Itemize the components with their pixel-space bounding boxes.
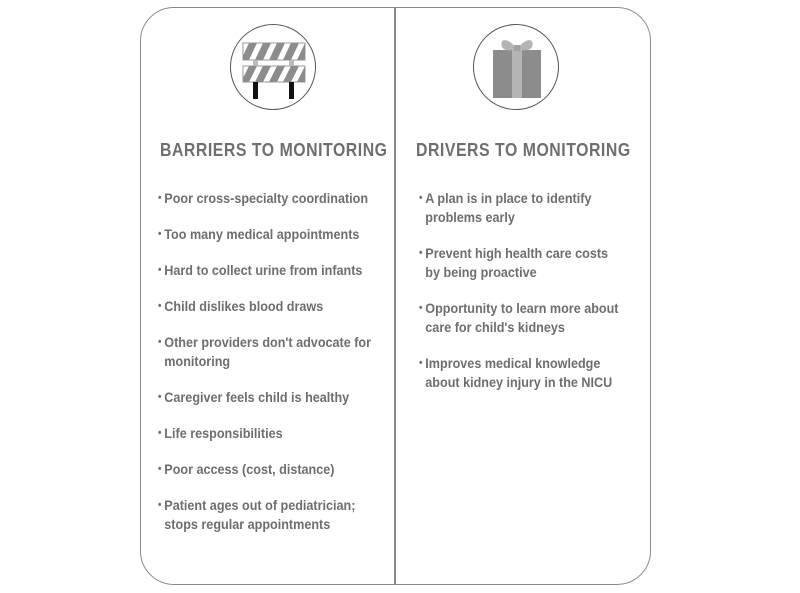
gift-icon xyxy=(473,24,559,110)
barricade-icon xyxy=(230,24,316,110)
list-item: • Too many medical appointments xyxy=(158,225,374,244)
list-item: • Improves medical knowledge about kidney injury in the NICU xyxy=(419,354,622,392)
list-item: • Hard to collect urine from infants xyxy=(158,261,374,280)
list-item: • A plan is in place to identify problems early xyxy=(419,189,622,227)
list-item: • Poor access (cost, distance) xyxy=(158,460,374,479)
list-item: • Other providers don't advocate for monitoring xyxy=(158,333,374,371)
list-item: • Caregiver feels child is healthy xyxy=(158,388,374,407)
list-item: • Opportunity to learn more about care for child's kidneys xyxy=(419,299,622,337)
barriers-heading: BARRIERS TO MONITORING xyxy=(160,140,388,160)
barriers-list xyxy=(158,189,398,551)
list-item: • Child dislikes blood draws xyxy=(158,297,374,316)
list-item: • Poor cross-specialty coordination xyxy=(158,189,374,208)
list-item: • Prevent high health care costs by being proactive xyxy=(419,244,622,282)
drivers-heading: DRIVERS TO MONITORING xyxy=(416,140,631,160)
drivers-list xyxy=(419,189,644,409)
list-item: • Life responsibilities xyxy=(158,424,374,443)
list-item: • Patient ages out of pediatrician; stops regular appointments xyxy=(158,496,374,534)
